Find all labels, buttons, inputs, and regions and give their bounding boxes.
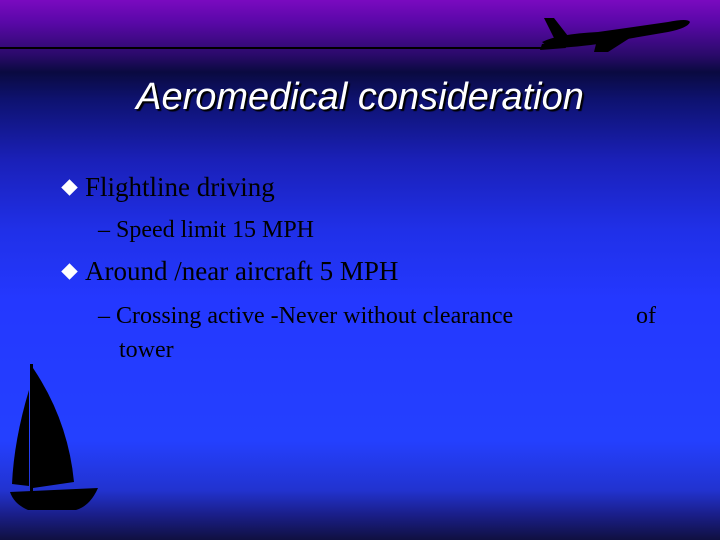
sub-bullet-item [98,300,513,332]
bullet-text: Around /near aircraft 5 MPH [85,256,399,286]
airplane-icon [538,12,693,54]
sub-bullet-continuation: tower [119,337,174,363]
diamond-bullet-icon [61,263,78,280]
sub-bullet-text: Speed limit 15 MPH [116,217,315,243]
top-divider-line [0,47,548,49]
bullet-item [62,172,275,203]
bullet-text: Flightline driving [85,172,275,202]
sub-bullet-trailing-word: of [636,303,656,329]
sub-bullet-text: Crossing active -Never without clearance [116,303,514,329]
sub-bullet-dash: – [98,303,110,329]
sub-bullet-item [98,214,314,246]
sailboat-icon [6,360,102,515]
diamond-bullet-icon [61,179,78,196]
bullet-item [62,256,398,287]
slide-title: Aeromedical consideration [136,76,584,118]
sub-bullet-dash: – [98,217,110,243]
